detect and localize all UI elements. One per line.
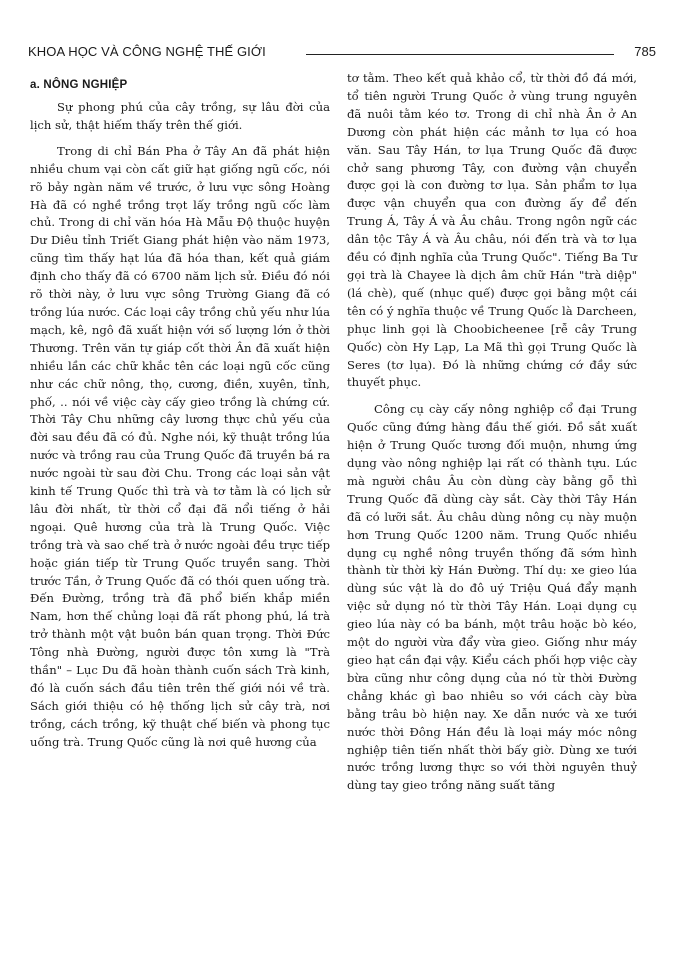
paragraph: Trong di chỉ Bán Pha ở Tây An đã phát hiện nhiều chum vại còn cất giữ hạt giống ngũ cốc, nói rõ bảy ngàn năm về trước, ở lưu vực sông Hoàng Hà đã có nghề trồng trọt lấy trồng ngũ cốc làm chủ. Trong di chỉ văn hóa Hà Mẫu Độ thuộc huyện Dư Diêu tỉnh Triết Giang phát hiện vào năm 1973, cũng tìm thấy hạt lúa đã hóa than, kết quả giám định cho thấy đã có 6700 năm lịch sử. Điều đó nói rõ thời này, ở lưu vực sông Trường Giang đã có trồng lúa nước. Các loại cây trồng chủ yếu như lúa mạch, kê, ngô đã xuất hiện với số lượng lớn ở thời Thương. Trên văn tự giáp cốt thời Ân đã xuất hiện nhiều lần các chữ khắc tên các loại ngũ cốc cũng như các chữ nông, thọ, cương, điền, xuyên, tỉnh, phố, .. nói về việc cày cấy gieo trồng là chứng cứ. Thời Tây Chu những cây lương thực chủ yếu của đời sau đều đã có đủ. Nghe nói, kỹ thuật trồng lúa nước và trồng rau của Trung Quốc đã truyền bá ra nước ngoài từ sau đời Chu. Trong các loại sản vật kinh tế Trung Quốc thì trà và tơ tằm là có lịch sử lâu đời nhất, từ thời cổ đại đã nổi tiếng ở hải ngoại. Quê hương của trà là Trung Quốc. Việc trồng trà và sao chế trà ở nước ngoài đều trực tiếp hoặc gián tiếp từ Trung Quốc truyền sang. Thời trước Tần, ở Trung Quốc đã có thói quen uống trà. Đến Đường, trồng trà đã phổ biến khắp miền Nam, hơn thế chủng loại đã rất phong phú, lá trà trở thành một vật buôn bán quan trọng. Thời Đức Tông nhà Đường, người được tôn xưng là "Trà thần" – Lục Du đã hoàn thành cuốn sách Trà kinh, đó là cuốn sách đầu tiên trên thế giới nói về trà. Sách giới thiệu có hệ thống lịch sử cây trà, nơi trồng, cách trồng, kỹ thuật chế biến và phong tục uống trà. Trung Quốc cũng là nơi quê hương của xyxy=(30,143,330,749)
page-number: 785 xyxy=(634,44,656,59)
paragraph: Công cụ cày cấy nông nghiệp cổ đại Trung Quốc cũng đứng hàng đầu thế giới. Đồ sắt xuất hiện ở Trung Quốc tương đối muộn, nhưng ứng dụng vào nông nghiệp lại rất có thành tựu. Lúc mà người châu Âu còn dùng cày bằng gỗ thì Trung Quốc đã dùng cày sắt. Cày thời Tây Hán đã có lưỡi sắt. Âu châu dùng nông cụ này muộn hơn Trung Quốc 1200 năm. Trung Quốc nhiều dụng cụ nghề nông truyền thống đã sớm hình thành từ thời kỳ Hán Đường. Thí dụ: xe gieo lúa dùng súc vật là do đô uý Triệu Quá đẩy mạnh việc sử dụng nó từ thời Tây Hán. Loại dụng cụ gieo lúa này có ba bánh, một trâu hoặc bò kéo, một do người vừa đẩy vừa gieo. Giống như máy gieo hạt cần đại vậy. Kiểu cách phối hợp việc cày bừa cũng như công dụng của nó từ thời Đường chẳng khác gì bao nhiêu so với cách cày bừa bằng trâu bò hiện nay. Xe dẫn nước và xe tưới nước thời Đông Hán đều là loại máy móc nông nghiệp tiên tiến nhất thời bấy giờ. Dùng xe tưới nước trồng lương thực so với thời nguyên thuỷ dùng tay gieo trồng năng suất tăng xyxy=(347,402,637,793)
header-rule xyxy=(306,54,614,55)
running-title: KHOA HỌC VÀ CÔNG NGHỆ THẾ GIỚI xyxy=(28,44,266,59)
paragraph-continued: tơ tằm. Theo kết quả khảo cổ, từ thời đồ đá mới, tổ tiên người Trung Quốc ở vùng trung nguyên đã nuôi tằm kéo tơ. Trong di chỉ nhà Ân ở An Dương còn phát hiện các mảnh tơ lụa có hoa văn. Sau Tây Hán, tơ lụa Trung Quốc đã được chở sang phương Tây, con đường vận chuyển được gọi là con đường tơ lụa. Sản phẩm tơ lụa được vận chuyển qua con đường ấy để đến Trung Á, Tây Á và Âu châu. Trong ngôn ngữ các dân tộc Tây Á và Âu châu, nói đến trà và tơ lụa đều có định nghĩa của Trung Quốc". Tiếng Ba Tư gọi trà là Chayee là dịch âm chữ Hán "trà diệp" (lá chè), quế (nhục quế) được gọi bằng một cái tên có ý nghĩa thuộc về Trung Quốc là Darcheen, phục linh gọi là Choobicheenee [rễ cây Trung Quốc) còn Hy Lạp, La Mã thì gọi Trung Quốc là Seres (tơ lụa). Đó là những chứng cớ đầy sức thuyết phục. xyxy=(347,71,637,390)
left-column xyxy=(30,70,330,752)
section-heading: a. NÔNG NGHIỆP xyxy=(30,79,128,91)
page-header xyxy=(28,42,656,62)
right-column xyxy=(347,70,637,795)
paragraph: Sự phong phú của cây trồng, sự lâu đời của lịch sử, thật hiếm thấy trên thế giới. xyxy=(30,100,330,132)
